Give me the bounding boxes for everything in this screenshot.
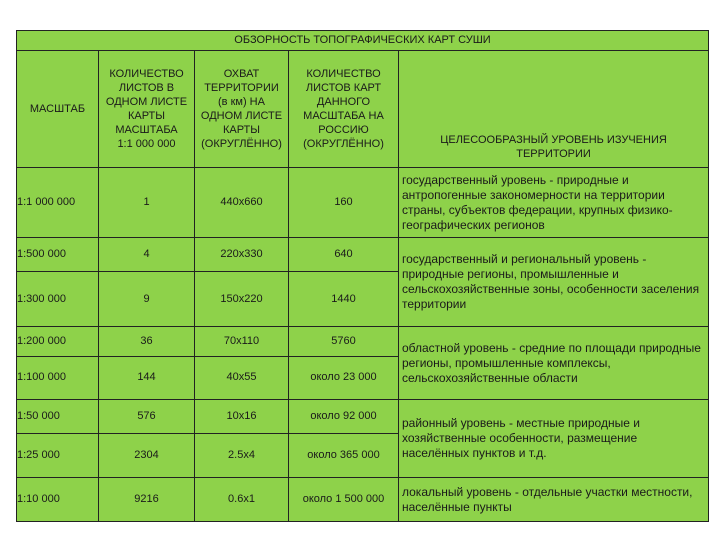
cell-coverage: 10х16 xyxy=(195,399,289,433)
cell-scale: 1:500 000 xyxy=(17,238,99,272)
cell-level: государственный уровень - природные и антропогенные закономерности на территории страны, субъектов федерации, крупных физико-географических регионов xyxy=(399,168,709,238)
header-sheets-russia: КОЛИЧЕСТВО ЛИСТОВ КАРТ ДАННОГО МАСШТАБА НА РОССИЮ (ОКРУГЛЁННО) xyxy=(289,51,399,168)
cell-russia: около 1 500 000 xyxy=(289,478,399,522)
header-coverage: ОХВАТ ТЕРРИТОРИИ (в км) НА ОДНОМ ЛИСТЕ КАРТЫ (ОКРУГЛЁННО) xyxy=(195,51,289,168)
cell-level: областной уровень - средние по площади природные регионы, промышленные комплексы, сельскохозяйственные области xyxy=(399,327,709,399)
cell-coverage: 2.5х4 xyxy=(195,433,289,478)
cell-coverage: 70х110 xyxy=(195,327,289,357)
cell-coverage: 40х55 xyxy=(195,357,289,400)
cell-scale: 1:50 000 xyxy=(17,399,99,433)
cell-coverage: 220х330 xyxy=(195,238,289,272)
cell-sheets: 576 xyxy=(99,399,195,433)
cell-sheets: 2304 xyxy=(99,433,195,478)
cell-coverage: 440х660 xyxy=(195,168,289,238)
header-sheets-per-million: КОЛИЧЕСТВО ЛИСТОВ В ОДНОМ ЛИСТЕ КАРТЫ МАСШТАБА 1:1 000 000 xyxy=(99,51,195,168)
cell-russia: 640 xyxy=(289,238,399,272)
cell-sheets: 1 xyxy=(99,168,195,238)
cell-scale: 1:1 000 000 xyxy=(17,168,99,238)
cell-level: районный уровень - местные природные и хозяйственные особенности, размещение населённых пунктов и т.д. xyxy=(399,399,709,478)
map-overview-table xyxy=(16,30,709,522)
cell-level: государственный и региональный уровень - природные регионы, промышленные и сельскохозяйственные зоны, особенности заселения территории xyxy=(399,238,709,327)
table-row xyxy=(17,238,709,272)
cell-sheets: 36 xyxy=(99,327,195,357)
table-row xyxy=(17,399,709,433)
cell-level: локальный уровень - отдельные участки местности, населённые пункты xyxy=(399,478,709,522)
cell-russia: около 92 000 xyxy=(289,399,399,433)
header-scale: МАСШТАБ xyxy=(17,51,99,168)
header-level: ЦЕЛЕСООБРАЗНЫЙ УРОВЕНЬ ИЗУЧЕНИЯ ТЕРРИТОРИИ xyxy=(399,51,709,168)
cell-scale: 1:10 000 xyxy=(17,478,99,522)
cell-coverage: 0.6х1 xyxy=(195,478,289,522)
cell-sheets: 144 xyxy=(99,357,195,400)
cell-russia: 1440 xyxy=(289,272,399,327)
cell-russia: 5760 xyxy=(289,327,399,357)
cell-sheets: 9216 xyxy=(99,478,195,522)
cell-scale: 1:25 000 xyxy=(17,433,99,478)
cell-russia: около 365 000 xyxy=(289,433,399,478)
cell-russia: около 23 000 xyxy=(289,357,399,400)
cell-sheets: 4 xyxy=(99,238,195,272)
table-row xyxy=(17,168,709,238)
cell-scale: 1:200 000 xyxy=(17,327,99,357)
table-title: ОБЗОРНОСТЬ ТОПОГРАФИЧЕСКИХ КАРТ СУШИ xyxy=(17,31,709,51)
cell-scale: 1:300 000 xyxy=(17,272,99,327)
cell-sheets: 9 xyxy=(99,272,195,327)
cell-russia: 160 xyxy=(289,168,399,238)
table-row xyxy=(17,478,709,522)
table-row xyxy=(17,327,709,357)
cell-coverage: 150х220 xyxy=(195,272,289,327)
cell-scale: 1:100 000 xyxy=(17,357,99,400)
